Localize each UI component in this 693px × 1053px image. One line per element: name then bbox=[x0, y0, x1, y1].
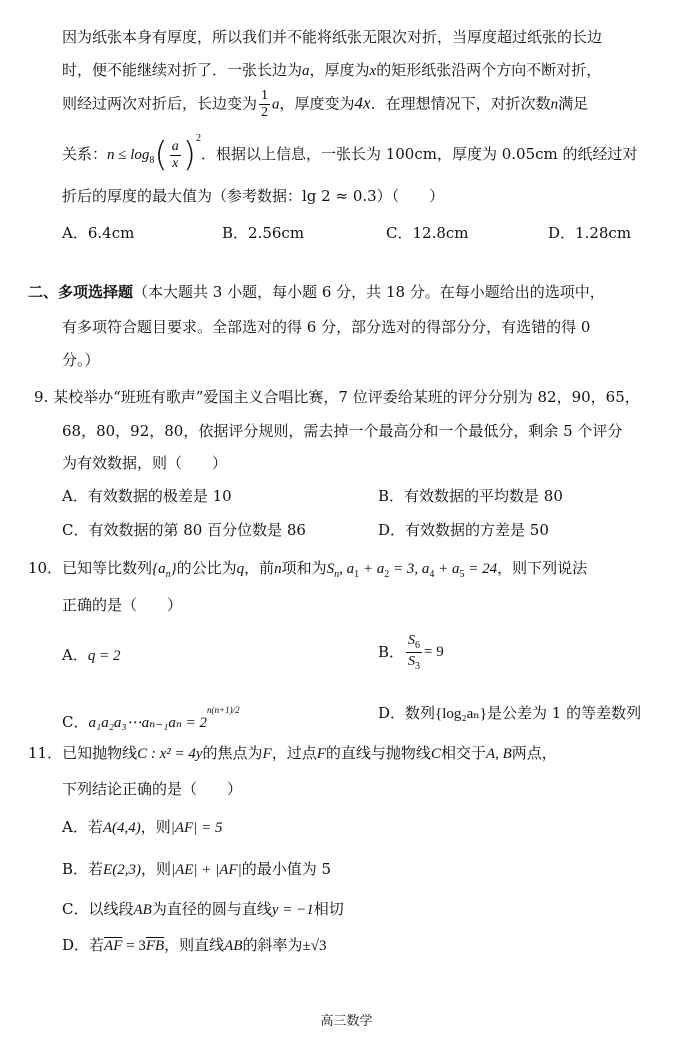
section2-title: 二、多项选择题 bbox=[28, 283, 134, 301]
q9-line1: 9. 某校举办“班班有歌声”爱国主义合唱比赛，7 位评委给某班的评分分别为 82，90，65， bbox=[34, 388, 640, 406]
q11-option-d[interactable]: D．若$\overline{AF} = 3\overline{FB}$，则直线AB的斜率为±√3 bbox=[62, 936, 327, 954]
q9-option-d[interactable]: D．有效数据的方差是 50 bbox=[378, 521, 549, 539]
q8-line4: 关系：$n \le \log_8$( $\frac{a}{x}$ )$^2$．根据以上信息，一张长为 100cm，厚度为 0.05cm 的纸经过对 bbox=[62, 133, 638, 175]
page-footer: 高三数学 bbox=[320, 1014, 373, 1029]
section2-header: 二、多项选择题（本大题共 3 小题，每小题 6 分，共 18 分。在每小题给出的选项中， bbox=[28, 283, 605, 301]
q10-line1: 10．已知等比数列$\{a_n\}$的公比为q，前n项和为$S_n$, $a_1 + a_2 = 3$, $a_4 + a_5 = 24$，则下列说法 bbox=[28, 559, 588, 580]
fraction-one-half: $\frac{1}{2}$ bbox=[261, 88, 269, 120]
q11-option-a[interactable]: A．若A(4,4)，则|AF| = 5 bbox=[62, 818, 223, 836]
q10-option-a[interactable]: A．q = 2 bbox=[62, 646, 121, 664]
q8-option-c[interactable]: C．12.8cm bbox=[386, 224, 469, 242]
q9-option-b[interactable]: B．有效数据的平均数是 80 bbox=[378, 487, 563, 505]
q8-line1: 因为纸张本身有厚度，所以我们并不能将纸张无限次对折，当厚度超过纸张的长边 bbox=[62, 28, 603, 46]
q11-line2: 下列结论正确的是（ ） bbox=[62, 780, 243, 798]
q11-line1: 11．已知抛物线C : x² = 4y的焦点为F，过点F的直线与抛物线C相交于A, B两点， bbox=[28, 744, 557, 762]
q9-line3: 为有效数据，则（ ） bbox=[62, 454, 228, 472]
q11-option-b[interactable]: B．若E(2,3)，则|AE| + |AF|的最小值为 5 bbox=[62, 860, 332, 878]
q11-option-c[interactable]: C．以线段AB为直径的圆与直线y = −1相切 bbox=[62, 900, 344, 918]
q8-option-b[interactable]: B．2.56cm bbox=[222, 224, 305, 242]
q9-option-a[interactable]: A．有效数据的极差是 10 bbox=[62, 487, 232, 505]
q10-option-d[interactable]: D．数列{log₂aₙ}是公差为 1 的等差数列 bbox=[378, 704, 642, 722]
q8-line3: 则经过两次对折后，长边变为 $\frac{1}{2}$ a，厚度变为4x．在理想情况下，对折次数n满足 bbox=[62, 88, 589, 120]
section2-desc-line3: 分。） bbox=[62, 351, 100, 369]
q10-option-c[interactable]: C．a₁a₂a₃⋯aₙ₋₁aₙ = $2^{n(n+1)/2}$ bbox=[62, 705, 240, 731]
q9-line2: 68，80，92，80，依据评分规则，需去掉一个最高分和一个最低分，剩余 5 个评分 bbox=[62, 422, 623, 440]
q8-line2: 时，便不能继续对折了．一张长边为a，厚度为x的矩形纸张沿两个方向不断对折， bbox=[62, 61, 602, 79]
q9-option-c[interactable]: C．有效数据的第 80 百分位数是 86 bbox=[62, 521, 306, 539]
q8-option-d[interactable]: D．1.28cm bbox=[548, 224, 632, 242]
q10-option-b[interactable]: B． $\frac{S_6}{S_3}$ = 9 bbox=[378, 633, 444, 672]
fraction-a-over-x: $\frac{a}{x}$ bbox=[171, 138, 179, 171]
section2-desc-line2: 有多项符合题目要求。全部选对的得 6 分，部分选对的得部分分，有选错的得 0 bbox=[62, 318, 591, 336]
fraction-s6-over-s3: $\frac{S_6}{S_3}$ bbox=[408, 633, 421, 672]
q8-line5: 折后的厚度的最大值为（参考数据：lg 2 ≈ 0.3）（ ） bbox=[62, 187, 445, 205]
q10-line2: 正确的是（ ） bbox=[62, 596, 183, 614]
q8-option-a[interactable]: A．6.4cm bbox=[62, 224, 135, 242]
